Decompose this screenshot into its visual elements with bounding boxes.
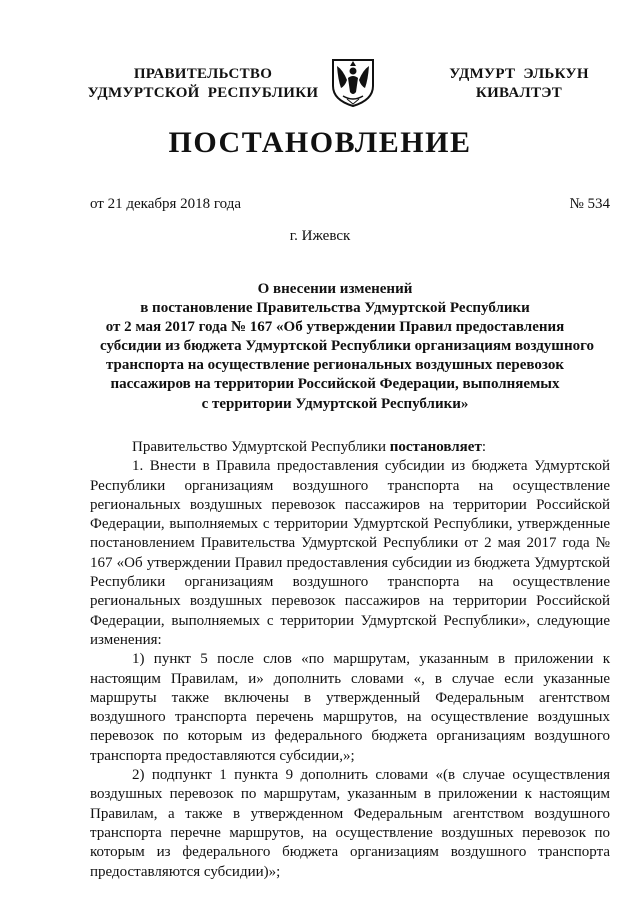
title-line: транспорта на осуществление региональных воздушных перевозок xyxy=(105,357,564,374)
title-line: в постановление Правительства Удмуртской Республики xyxy=(140,300,530,317)
document-number: № 534 xyxy=(569,196,610,212)
title-line: субсидии из бюджета Удмуртской Республики организациям воздушного xyxy=(100,338,595,355)
udmurt-coat-of-arms-icon xyxy=(329,56,377,108)
intro-colon: : xyxy=(481,439,486,455)
subitem-2-paragraph: 2) подпункт 1 пункта 9 дополнить словами «(в случае осуществления воздушных перевозок по маршрутам, указанным в приложении к настоящим Правилам, а также в утвержденном Федеральным агентством воздушного транспорта перечне маршрутов, на осуществление воздушных перевозок по которым из федерального бюджета организациям воздушного транспорта предоставляются субсидии)»; xyxy=(90,767,610,880)
org-left-line1: ПРАВИТЕЛЬСТВО xyxy=(133,66,273,82)
intro-text: Правительство Удмуртской Республики xyxy=(132,439,390,455)
document-city: г. Ижевск xyxy=(289,228,351,244)
header-org-left xyxy=(78,65,328,103)
intro-paragraph xyxy=(90,438,610,457)
title-line: от 2 мая 2017 года № 167 «Об утверждении Правил предоставления xyxy=(105,319,565,336)
document-title xyxy=(100,280,595,414)
document-type-heading: ПОСТАНОВЛЕНИЕ xyxy=(168,126,472,159)
document-date: от 21 декабря 2018 года xyxy=(90,196,242,212)
org-right-line2: КИВАЛТЭТ xyxy=(475,85,563,101)
subitem-1-paragraph: 1) пункт 5 после слов «по маршрутам, указанным в приложении к настоящим Правилам, и» дополнить словами «, в случае если указанные маршруты также включены в утвержденный Федеральным агентством воздушного транспорта перечень маршрутов, на осуществление воздушных перевозок по которым из федерального бюджета организациям воздушного транспорта предоставляются субсидии,»; xyxy=(90,651,610,764)
intro-keyword: постановляет xyxy=(389,439,482,455)
header-org-right xyxy=(424,65,614,103)
org-left-line2: УДМУРТСКОЙ РЕСПУБЛИКИ xyxy=(87,85,319,101)
title-line: О внесении изменений xyxy=(257,281,413,297)
item-1-paragraph: 1. Внести в Правила предоставления субсидии из бюджета Удмуртской Республики организациям воздушного транспорта на осуществление региональных воздушных перевозок пассажиров на территории Российской Федерации, выполняемых с территории Удмуртской Республики, утвержденные постановлением Правительства Удмуртской Республики от 2 мая 2017 года № 167 «Об утверждении Правил предоставления субсидии из бюджета Удмуртской Республики организациям воздушного транспорта на осуществление региональных воздушных перевозок пассажиров на территории Российской Федерации, выполняемых с территории Удмуртской Республики», следующие изменения: xyxy=(90,458,610,648)
title-line: пассажиров на территории Российской Федерации, выполняемых xyxy=(110,376,560,393)
org-right-line1: УДМУРТ ЭЛЬКУН xyxy=(449,66,589,82)
document-body xyxy=(90,438,610,882)
title-line: с территории Удмуртской Республики» xyxy=(201,395,469,412)
